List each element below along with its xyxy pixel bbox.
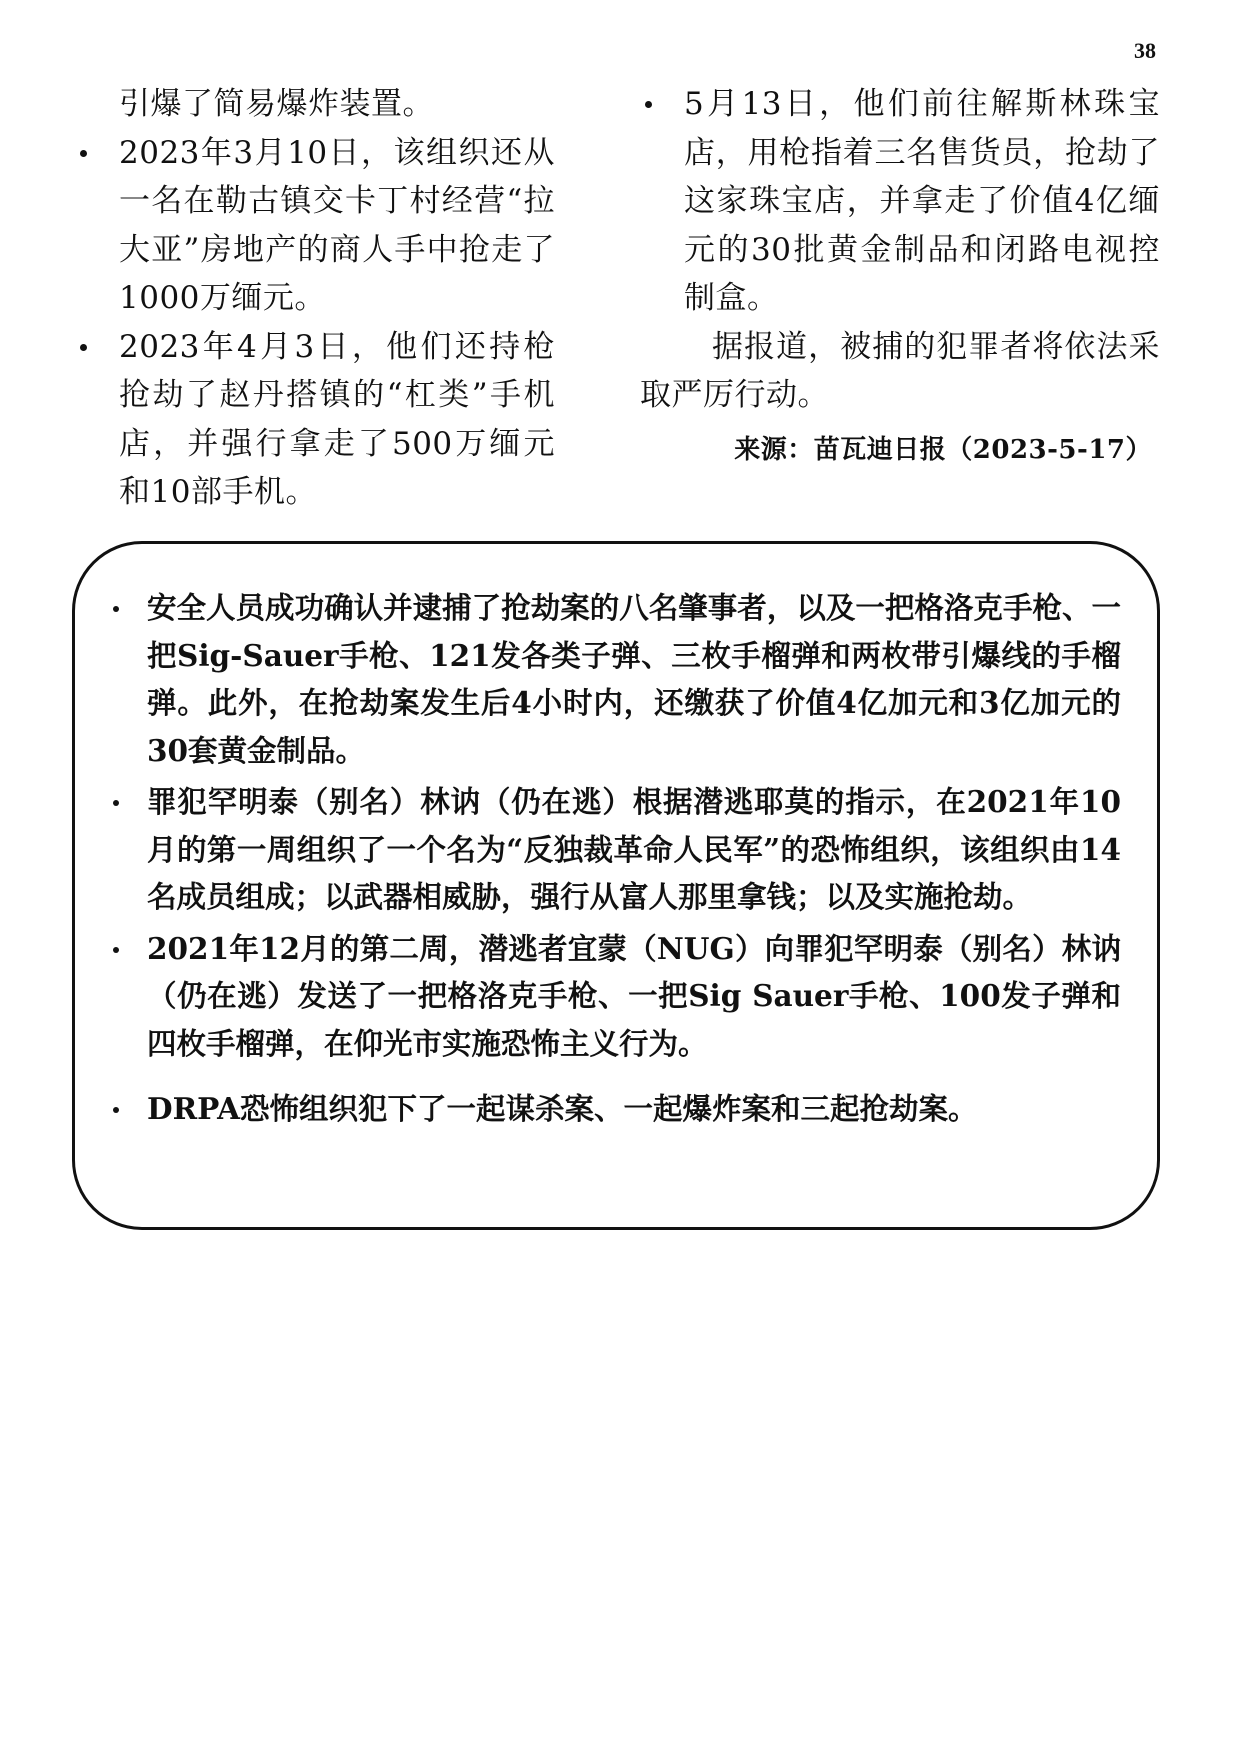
bullet-icon: [80, 150, 87, 157]
right-column: [640, 80, 1160, 474]
list-item: [640, 80, 1160, 323]
bullet-icon: [113, 800, 119, 806]
bullet-icon: [113, 606, 119, 612]
bullet-icon: [645, 101, 652, 108]
list-item-text: 2023年4月3日，他们还持枪抢劫了赵丹搭镇的“杠类”手机店，并强行拿走了500万缅元和10部手机。: [119, 328, 555, 510]
page-number: 38: [1134, 38, 1156, 63]
bullet-icon: [113, 1107, 119, 1113]
summary-item-text: DRPA恐怖组织犯下了一起谋杀案、一起爆炸案和三起抢劫案。: [147, 1091, 978, 1126]
list-item: [75, 129, 555, 323]
list-item-text: 2023年3月10日，该组织还从一名在勒古镇交卡丁村经营“拉大亚”房地产的商人手中抢走了1000万缅元。: [119, 134, 555, 316]
list-item: [75, 323, 555, 517]
summary-item: [147, 778, 1121, 921]
bullet-icon: [80, 344, 87, 351]
summary-item: [147, 584, 1121, 774]
source-citation: 来源：苗瓦迪日报（2023-5-17）: [734, 434, 1152, 465]
left-column: [75, 80, 555, 517]
summary-item: [147, 925, 1121, 1068]
summary-item-text: 罪犯罕明泰（别名）林讷（仍在逃）根据潜逃耶莫的指示，在2021年10月的第一周组织了一个名为“反独裁革命人民军”的恐怖组织，该组织由14名成员组成；以武器相威胁，强行从富人那里拿钱；以及实施抢劫。: [147, 784, 1121, 914]
summary-box: [72, 541, 1160, 1230]
continued-text: 引爆了简易爆炸装置。: [119, 86, 434, 122]
summary-item-text: 2021年12月的第二周，潜逃者宜蒙（NUG）向罪犯罕明泰（别名）林讷（仍在逃）发送了一把格洛克手枪、一把Sig Sauer手枪、100发子弹和四枚手榴弹，在仰光市实施恐怖主义行为。: [147, 930, 1121, 1061]
summary-list: [147, 584, 1121, 1133]
bullet-icon: [113, 947, 119, 953]
list-item-text: 5月13日，他们前往解斯林珠宝店，用枪指着三名售货员，抢劫了这家珠宝店，并拿走了价值4亿缅元的30批黄金制品和闭路电视控制盒。: [684, 86, 1160, 316]
summary-item: [147, 1085, 1121, 1133]
closing-paragraph: 据报道，被捕的犯罪者将依法采取严厉行动。: [640, 328, 1160, 413]
summary-item-text: 安全人员成功确认并逮捕了抢劫案的八名肇事者，以及一把格洛克手枪、一把Sig-Sauer手枪、121发各类子弹、三枚手榴弹和两枚带引爆线的手榴弹。此外，在抢劫案发生后4小时内，还缴获了价值4亿加元和3亿加元的30套黄金制品。: [147, 590, 1121, 768]
